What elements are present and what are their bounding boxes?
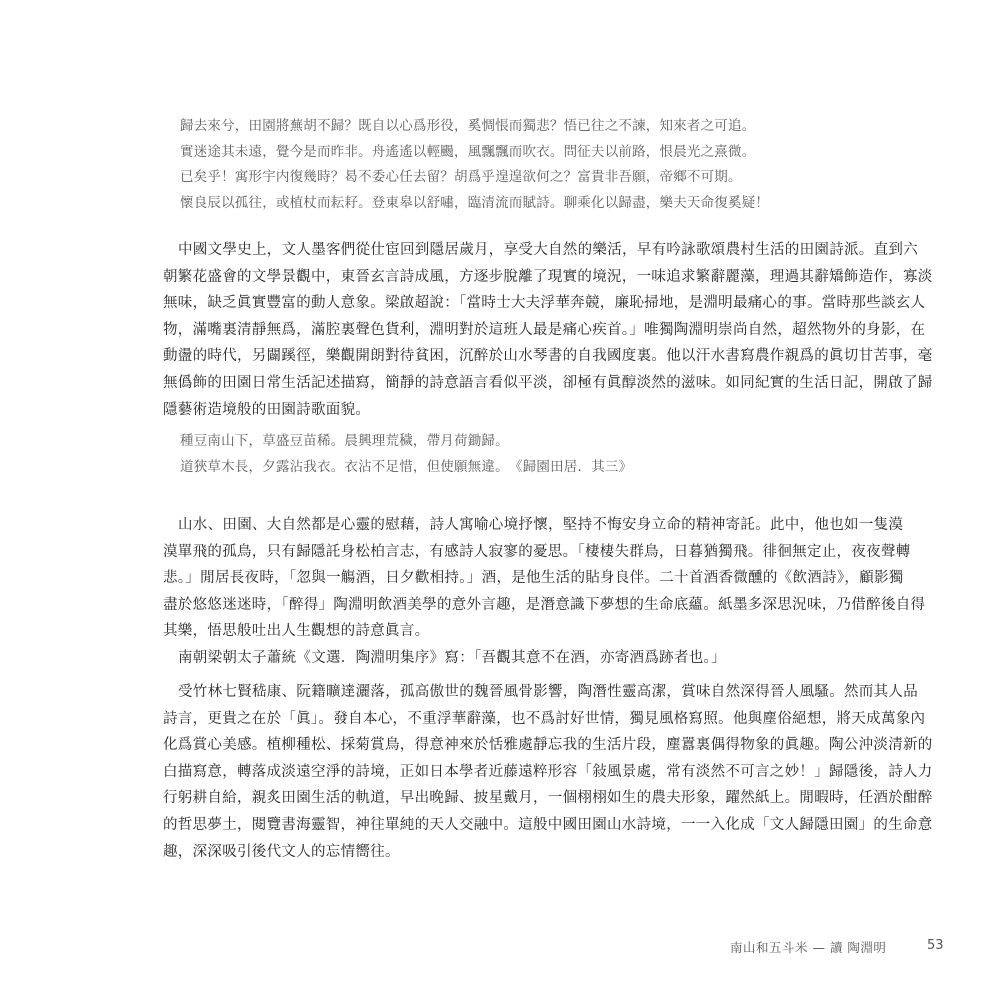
paragraph-literary-history	[163, 237, 933, 423]
paragraph-authenticity	[163, 679, 933, 865]
paragraph-line: 朝繁花盛會的文學景觀中，東晉玄言詩成風，方逐步脫離了現實的境況，一味追求繁辭麗藻，理過其辭矯飾造作，寡淡	[163, 268, 933, 285]
paragraph-line: 物，滿嘴裏清靜無爲，滿腔裏聲色貨利，淵明對於這班人最是痛心疾首。」唯獨陶淵明崇尚自然，超然物外的身影，在	[163, 321, 926, 338]
paragraph-line: 動盪的時代，另闢蹊徑，樂觀開朗對待貧困，沉醉於山水琴書的自我國度裏。他以汗水書寫農作親爲的眞切甘苦事，毫	[163, 348, 933, 365]
paragraph-line: 的哲思夢土，閱覽書海靈智，神往單純的天人交融中。這般中國田園山水詩境，一一入化成「文人歸隱田園」的生命意	[163, 816, 933, 833]
paragraph-line: 趣，深深吸引後代文人的忘情嚮往。	[163, 843, 400, 860]
poem-line: 歸去來兮，田園將蕪胡不歸？既自以心爲形役，奚惆悵而獨悲？悟已往之不諫，知來者之可追。	[180, 118, 756, 134]
poem-line: 種豆南山下，草盛豆苗稀。晨興理荒穢，帶月荷鋤歸。	[180, 433, 509, 449]
paragraph-line: 行躬耕自給，親炙田園生活的軌道，早出晚歸、披星戴月，一個栩栩如生的農夫形象，躍然紙上。閒暇時，任酒於酣醉	[163, 790, 933, 807]
paragraph-line: 悲。」閒居長夜時，「忽與一觴酒，日夕歡相持。」酒，是他生活的貼身良伴。二十首酒香微醺的《飲酒詩》，顧影獨	[163, 570, 904, 587]
poem-line: 實迷途其未遠，覺今是而昨非。舟遙遙以輕颺，風飄飄而吹衣。問征夫以前路，恨晨光之熹微。	[180, 143, 756, 160]
page-number: 53	[927, 938, 944, 953]
paragraph-line: 無僞飾的田園日常生活記述描寫，簡靜的詩意語言看似平淡，卻極有眞醇淡然的滋味。如同紀實的生活日記，開啟了歸	[163, 374, 933, 391]
paragraph-nature-and-wine	[163, 512, 926, 672]
running-head: 南山和五斗米 — 讀 陶淵明	[730, 940, 887, 955]
paragraph-line: 漠單飛的孤鳥，只有歸隱託身松柏言志，有感詩人寂寥的憂思。「棲棲失群鳥，日暮猶獨飛。徘徊無定止，夜夜聲轉	[163, 543, 911, 560]
paragraph-line: 詩言，更貴之在於「眞」。發自本心，不重浮華辭藻，也不爲討好世情，獨見風格寫照。他與塵俗絕想，將天成萬象內	[163, 710, 926, 727]
paragraph-line: 無味，缺乏眞實豐富的動人意象。梁啟超說：「當時士大夫浮華奔競，廉恥掃地，是淵明最痛心的事。當時那些談玄人	[163, 295, 926, 312]
paragraph-line: 其樂，悟思般吐出人生觀想的詩意眞言。	[163, 623, 430, 640]
poem-line: 懷良辰以孤往，或植杖而耘耔。登東皋以舒嘯，臨清流而賦詩。聊乘化以歸盡，樂夫天命復奚疑！	[180, 194, 770, 211]
paragraph-line: 受竹林七賢嵇康、阮籍曠達灑落，孤高傲世的魏晉風骨影響，陶潛性靈高潔，賞味自然深得晉人風騷。然而其人品	[178, 684, 918, 700]
paragraph-line: 化爲賞心美感。植柳種松、採菊賞鳥，得意神來於恬雅處靜忘我的生活片段，塵囂裏偶得物象的眞趣。陶公沖淡清新的	[163, 737, 933, 754]
paragraph-line: 中國文學史上，文人墨客們從仕宦回到隱居歲月，享受大自然的樂活，早有吟詠歌頌農村生活的田園詩派。直到六	[178, 242, 918, 258]
paragraph-note-xiaotong: 南朝梁朝太子蕭統《文選．陶淵明集序》寫：「吾觀其意不在酒，亦寄酒爲跡者也。」	[178, 649, 726, 666]
paragraph-line: 山水、田園、大自然都是心靈的慰藉，詩人寓喻心境抒懷，堅持不悔安身立命的精神寄託。此中，他也如一隻漠	[178, 517, 904, 533]
paragraph-line: 隱藝術造境般的田園詩歌面貌。	[163, 401, 371, 418]
poem-excerpt-guiyuantianju	[180, 429, 820, 480]
paragraph-line: 白描寫意，轉落成淡遠空淨的詩境，正如日本學者近藤遠粹形容「敍風景處，常有淡然不可言之妙！」歸隱後，詩人力	[163, 763, 933, 780]
poem-line: 道狹草木長，夕露沾我衣。衣沾不足惜，但使願無違。 《歸園田居．其三》	[180, 458, 633, 475]
poem-excerpt-guiqulaixi	[180, 114, 820, 216]
poem-line: 已矣乎！寓形宇内復幾時？曷不委心任去留？胡爲乎遑遑欲何之？富貴非吾願，帝鄉不可期。	[180, 169, 742, 185]
paragraph-line: 盡於悠悠迷迷時，「醉得」陶淵明飲酒美學的意外言趣，是潛意識下夢想的生命底蘊。紙墨多深思況味，乃借醉後自得	[163, 596, 926, 613]
